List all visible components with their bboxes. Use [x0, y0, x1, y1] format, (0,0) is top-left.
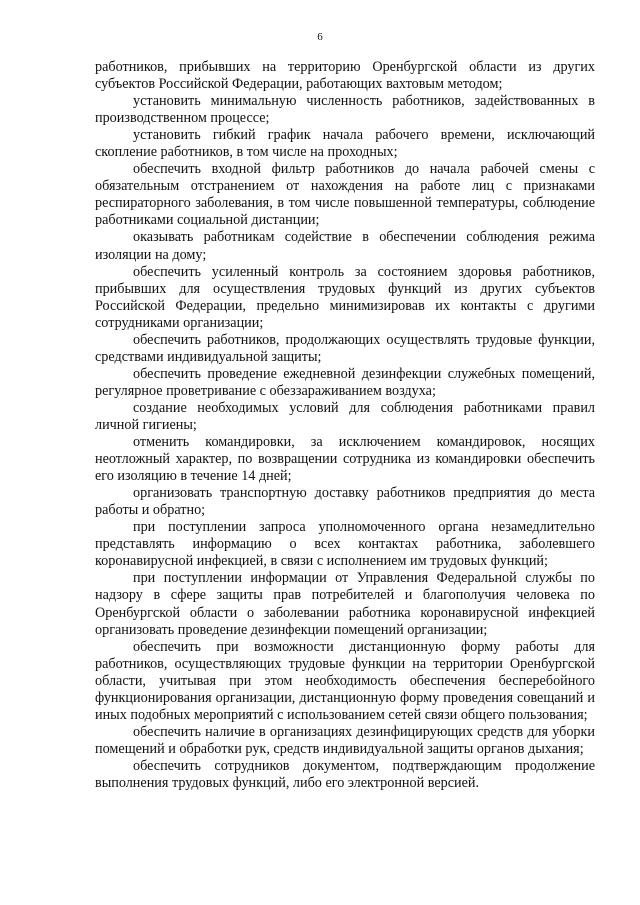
paragraph-15: обеспечить наличие в организациях дезинфицирующих средств для уборки помещений и обработки рук, средств индивидуальной защиты органов дыхания; — [95, 723, 595, 757]
paragraph-8: обеспечить проведение ежедневной дезинфекции служебных помещений, регулярное проветривание с обеззараживанием воздуха; — [95, 365, 595, 399]
paragraph-5: оказывать работникам содействие в обеспечении соблюдения режима изоляции на дому; — [95, 229, 595, 263]
paragraph-7: обеспечить работников, продолжающих осуществлять трудовые функции, средствами индивидуальной защиты; — [95, 331, 595, 365]
paragraph-14: обеспечить при возможности дистанционную форму работы для работников, осуществляющих трудовые функции на территории Оренбургской области, учитывая при этом необходимость обеспечения бесперебойного функционирования организации, дистанционную форму проведения совещаний и иных подобных мероприятий с использованием сетей связи общего пользования; — [95, 638, 595, 723]
paragraph-6: обеспечить усиленный контроль за состоянием здоровья работников, прибывших для осуществления трудовых функций из других субъектов Российской Федерации, предельно минимизировав их контакты с другими сотрудниками организации; — [95, 263, 595, 331]
paragraph-13: при поступлении информации от Управления Федеральной службы по надзору в сфере защиты прав потребителей и благополучия человека по Оренбургской области о заболевании работника коронавирусной инфекцией организовать проведение дезинфекции помещений организации; — [95, 570, 595, 638]
paragraph-9: создание необходимых условий для соблюдения работниками правил личной гигиены; — [95, 399, 595, 433]
paragraph-10: отменить командировки, за исключением командировок, носящих неотложный характер, по возвращении сотрудника из командировки обеспечить его изоляцию в течение 14 дней; — [95, 434, 595, 485]
paragraph-4: обеспечить входной фильтр работников до начала рабочей смены с обязательным отстранением от нахождения на работе лиц с признаками респираторного заболевания, в том числе повышенной температуры, соблюдение работниками социальной дистанции; — [95, 161, 595, 229]
paragraph-1: работников, прибывших на территорию Оренбургской области из других субъектов Российской Федерации, работающих вахтовым методом; — [95, 59, 595, 93]
paragraph-3: установить гибкий график начала рабочего времени, исключающий скопление работников, в том числе на проходных; — [95, 127, 595, 161]
paragraph-12: при поступлении запроса уполномоченного органа незамедлительно представлять информацию о всех контактах работника, заболевшего коронавирусной инфекцией, в связи с исполнением им трудовых функций; — [95, 519, 595, 570]
document-body — [95, 59, 595, 792]
paragraph-2: установить минимальную численность работников, задействованных в производственном процессе; — [95, 93, 595, 127]
page-number: 6 — [317, 31, 323, 43]
paragraph-16: обеспечить сотрудников документом, подтверждающим продолжение выполнения трудовых функций, либо его электронной версией. — [95, 757, 595, 791]
paragraph-11: организовать транспортную доставку работников предприятия до места работы и обратно; — [95, 485, 595, 519]
